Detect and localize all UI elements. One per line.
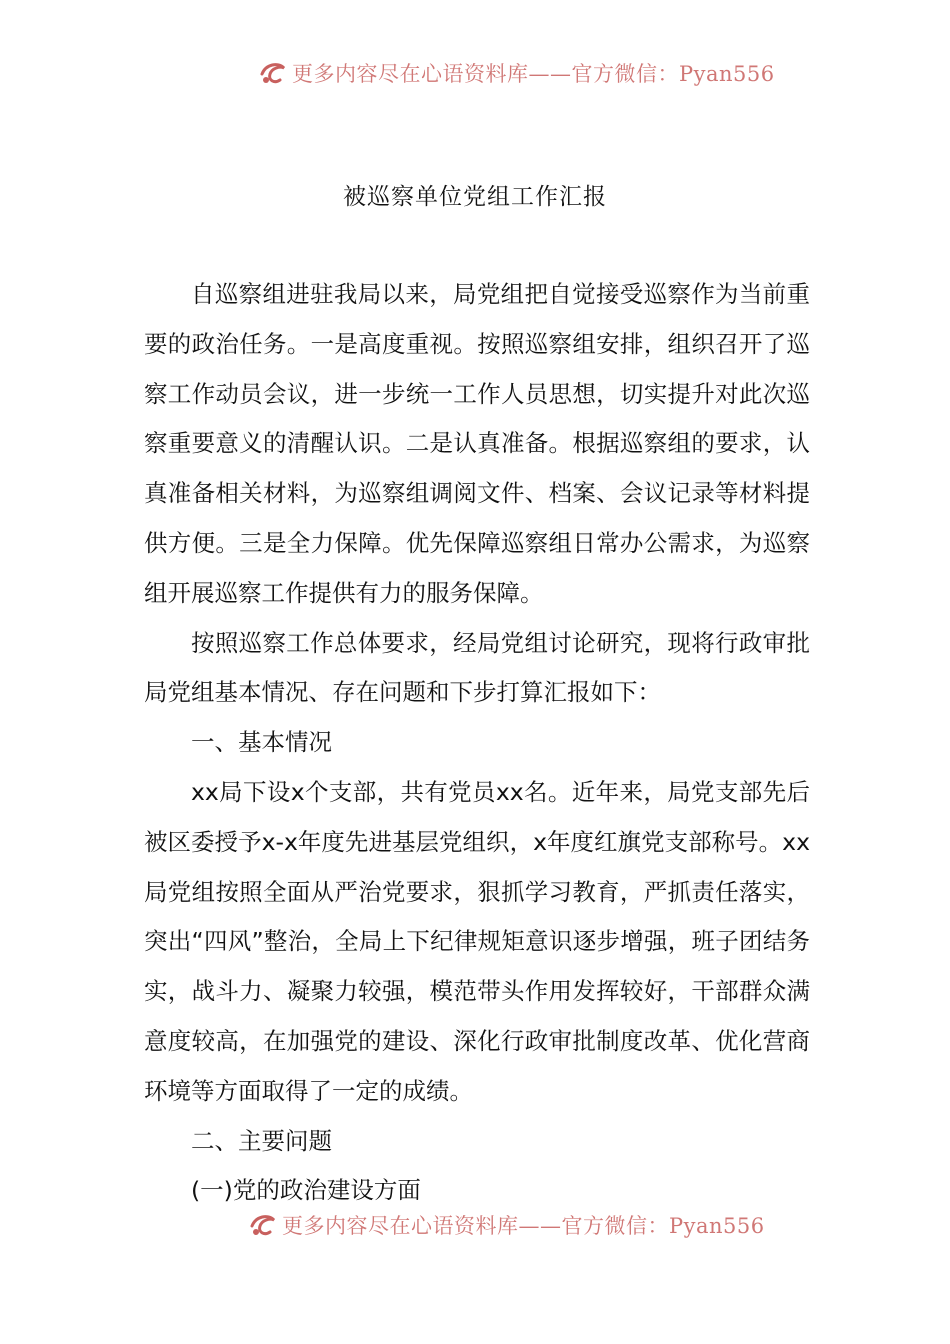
watermark-footer xyxy=(0,1206,950,1240)
paragraph-overview: 按照巡察工作总体要求，经局党组讨论研究，现将行政审批局党组基本情况、存在问题和下步打算汇报如下： xyxy=(144,628,810,707)
watermark-text: 更多内容尽在心语资料库——官方微信：Pyan556 xyxy=(292,62,775,86)
document-title: 被巡察单位党组工作汇报 xyxy=(343,184,607,210)
paragraph-intro: 自巡察组进驻我局以来，局党组把自觉接受巡察作为当前重要的政治任务。一是高度重视。按照巡察组安排，组织召开了巡察工作动员会议，进一步统一工作人员思想，切实提升对此次巡察重要意义的清醒认识。二是认真准备。根据巡察组的要求，认真准备相关材料，为巡察组调阅文件、档案、会议记录等材料提供方便。三是全力保障。优先保障巡察组日常办公需求，为巡察组开展巡察工作提供有力的服务保障。 xyxy=(144,280,810,607)
watermark-logo-icon xyxy=(248,1212,278,1238)
watermark-logo-icon xyxy=(258,60,288,86)
heading-main-problems: 二、主要问题 xyxy=(191,1126,332,1155)
watermark-text: 更多内容尽在心语资料库——官方微信：Pyan556 xyxy=(282,1214,765,1238)
paragraph-basic-situation: xx局下设x个支部，共有党员xx名。近年来，局党支部先后被区委授予x-x年度先进基层党组织，x年度红旗党支部称号。xx局党组按照全面从严治党要求，狠抓学习教育，严抓责任落实，突出“四风”整治，全局上下纪律规矩意识逐步增强，班子团结务实，战斗力、凝聚力较强，模范带头作用发挥较好，干部群众满意度较高，在加强党的建设、深化行政审批制度改革、优化营商环境等方面取得了一定的成绩。 xyxy=(144,777,810,1105)
document-body xyxy=(144,270,810,1216)
watermark-header xyxy=(0,54,950,88)
heading-basic-situation: 一、基本情况 xyxy=(191,728,332,757)
subheading-political-construction: (一)党的政治建设方面 xyxy=(191,1176,421,1205)
